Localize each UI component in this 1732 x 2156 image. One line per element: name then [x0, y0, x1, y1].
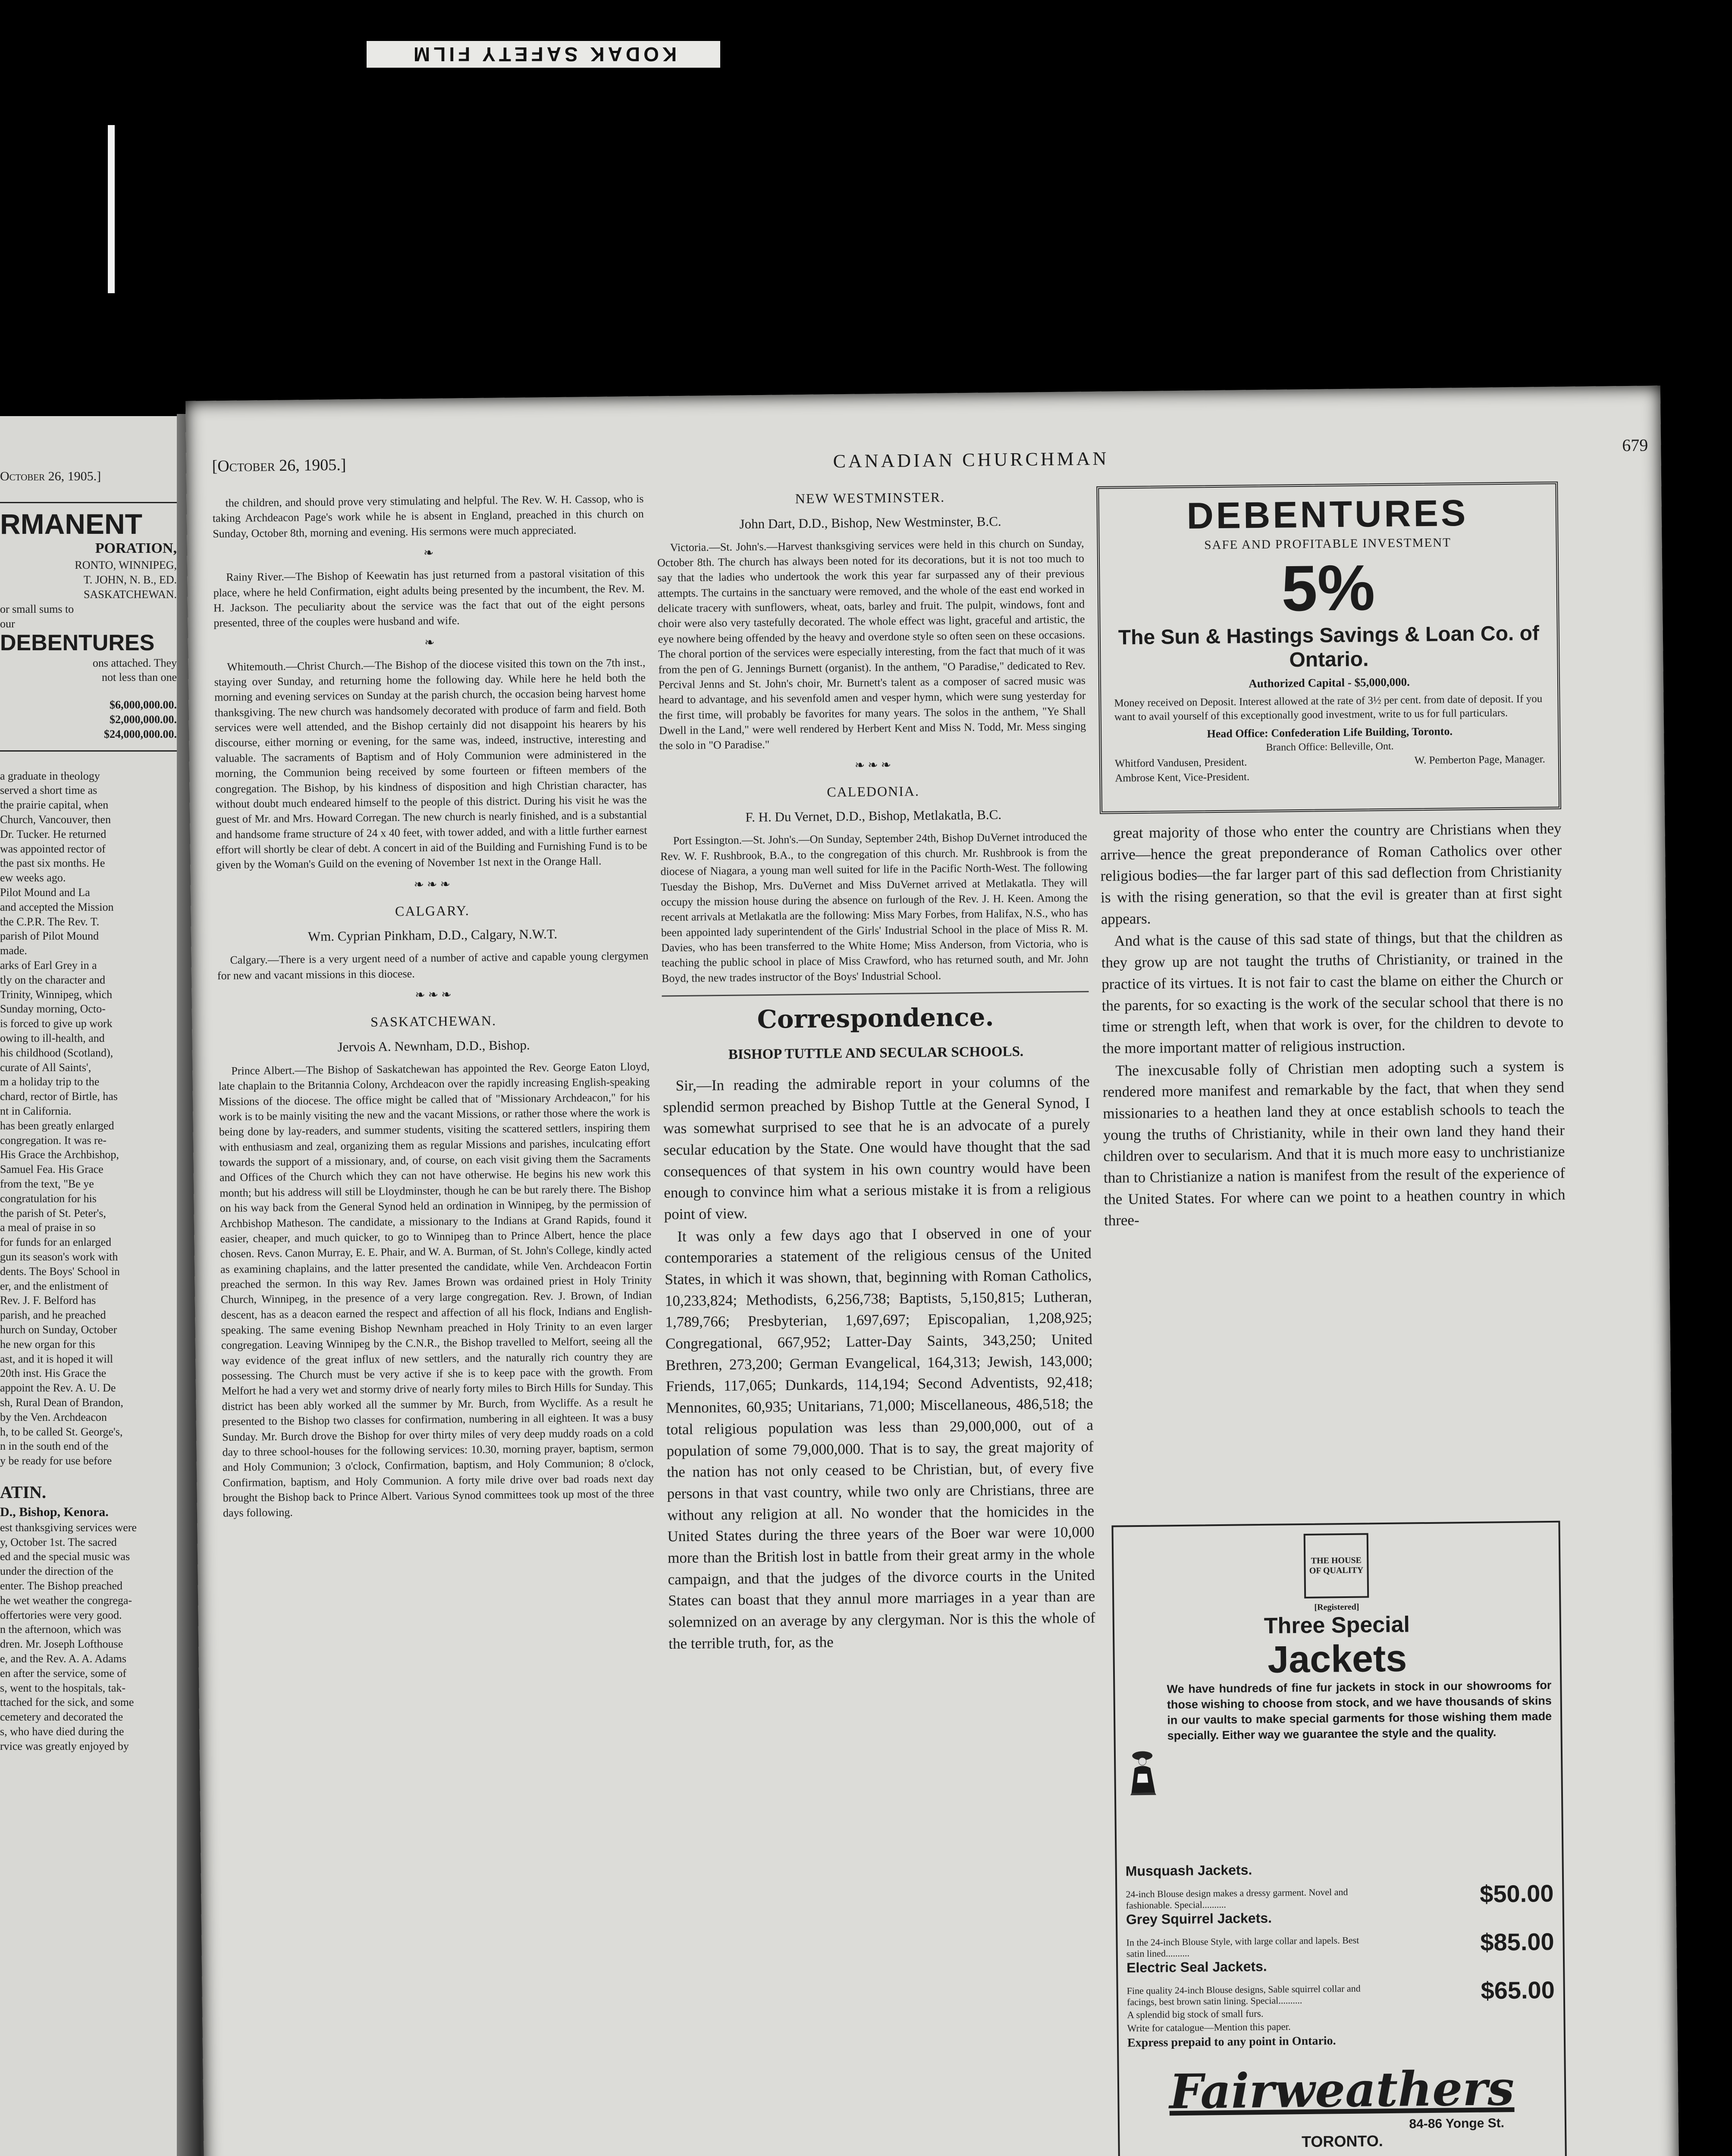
left-page-bishop: D., Bishop, Kenora. [0, 1504, 109, 1519]
debentures-company: The Sun & Hastings Savings & Loan Co. of Ontario. [1118, 622, 1540, 671]
masthead-title: CANADIAN CHURCHMAN [833, 448, 1109, 472]
jackets-advert [1111, 1521, 1567, 2156]
jackets-note: A splendid big stock of small furs. [1127, 2008, 1264, 2021]
left-advert-debentures: DEBENTURES [0, 630, 155, 656]
left-advert-figure: $6,000,000.00. [110, 699, 177, 711]
left-facing-page [0, 416, 177, 2156]
left-page-line: Dr. Tucker. He returned [0, 827, 107, 840]
debentures-rate: 5% [1281, 551, 1375, 625]
left-page-line: h, to be called St. George's, [0, 1425, 123, 1438]
left-page-line: sh, Rural Dean of Brandon, [0, 1396, 123, 1409]
left-page-line: ttached for the sick, and some [0, 1696, 134, 1709]
left-page-line: y, October 1st. The sacred [0, 1536, 117, 1548]
left-page-line: en after the service, some of [0, 1667, 127, 1680]
paragraph: Sir,—In reading the admirable report in your columns of the splendid sermon preached by Bishop Tuttle at the General Synod, I was somewhat surprised to see that he is an advocate of a purely secular education by the State. One would have thought that the sad consequences of that system in his own country would have been enough to convince him what a serious mistake it is from a religious point of view. [663, 1072, 1091, 1223]
left-page-line: s, who have died during the [0, 1725, 124, 1738]
running-head [212, 435, 1648, 483]
left-page-line: Trinity, Winnipeg, which [0, 988, 113, 1001]
ornament-icon: ❧ ❧ ❧ [415, 988, 452, 1002]
house-of-quality-sign-icon: THE HOUSE OF QUALITY [1304, 1533, 1369, 1598]
left-page-line: s, went to the hospitals, tak- [0, 1681, 126, 1694]
jackets-title-1: Three Special [1264, 1612, 1410, 1639]
left-page-line: the prairie capital, when [0, 799, 109, 812]
paragraph: great majority of those who enter the country are Christians when they arrive—hence the great preponderance of Roman Catholics over other religious bodies—the far larger part of this sad deflection from Christianity is with the rising generation, so that the evil is greater than at first sight appears. [1100, 820, 1563, 928]
left-advert-line: our [0, 617, 15, 630]
left-page-line: e, and the Rev. A. A. Adams [0, 1652, 126, 1665]
column-2 [656, 486, 1095, 1655]
jackets-description: We have hundreds of fine fur jackets in stock in our showrooms for those wishing to choose from stock, and we have thousands of skins in our vaults to make special garments for those wishing them made specially. Either way we guarantee the style and the quality. [1167, 1678, 1552, 1742]
paragraph: And what is the cause of this sad state of things, but that the children as they grow up are not taught the truths of Christianity, or trained in the practice of its virtues. It is not fair to cast the blame on either the Church or the parents, for so exacting is the work of the secular school that there is no time or strength left, when that work is over, for the children to devote to the more important matter of religious instruction. [1101, 928, 1564, 1057]
fairweathers-logo: Fairweathers [1169, 2060, 1515, 2120]
jacket-name: Grey Squirrel Jackets. [1126, 1910, 1272, 1927]
left-page-line: by the Ven. Archdeacon [0, 1410, 107, 1423]
left-page-line: Church, Vancouver, then [0, 813, 111, 826]
ornament-icon: ❧ [423, 546, 434, 560]
left-page-line: y be ready for use before [0, 1454, 112, 1467]
left-page-line: cemetery and decorated the [0, 1711, 123, 1724]
correspondence-heading: Correspondence. [662, 991, 1089, 1037]
left-page-heading: ATIN. [0, 1482, 47, 1502]
left-page-line: he new organ for this [0, 1338, 95, 1351]
left-page-line: Rev. J. F. Belford has [0, 1294, 96, 1307]
film-marker-top [108, 125, 115, 293]
registered-mark: [Registered] [1314, 1602, 1359, 1612]
letter-headline: BISHOP TUTTLE AND SECULAR SCHOOLS. [728, 1044, 1024, 1062]
bishop-line-new-westminster: John Dart, D.D., Bishop, New Westminster, B.C. [739, 513, 1001, 532]
left-page-line: His Grace the Archbishop, [0, 1148, 119, 1161]
left-page-line: for funds for an enlarged [0, 1236, 111, 1249]
left-page-line: a graduate in theology [0, 769, 100, 782]
left-page-line: Sunday morning, Octo- [0, 1003, 106, 1015]
left-page-line: appoint the Rev. A. U. De [0, 1382, 116, 1395]
left-page-line: Samuel Fea. His Grace [0, 1163, 104, 1176]
manager: W. Pemberton Page, Manager. [1414, 753, 1546, 766]
left-advert-line: ons attached. They [92, 656, 177, 669]
left-page-line: the parish of St. Peter's, [0, 1206, 106, 1219]
left-page-line: m a holiday trip to the [0, 1075, 100, 1088]
column-3 [1096, 482, 1566, 1232]
bishop-line-saskatchewan: Jervois A. Newnham, D.D., Bishop. [337, 1037, 530, 1055]
left-page-line: he wet weather the congrega- [0, 1594, 132, 1607]
section-heading-new-westminster: NEW WESTMINSTER. [795, 489, 945, 507]
jacket-item [1126, 1955, 1555, 2008]
jacket-price: $50.00 [1479, 1879, 1554, 1908]
left-page-line: under the direction of the [0, 1565, 113, 1578]
jacket-item [1126, 1859, 1554, 1912]
left-page-line: rvice was greatly enjoyed by [0, 1739, 129, 1752]
left-page-line: made. [0, 944, 27, 957]
jacket-price: $85.00 [1480, 1927, 1554, 1956]
paragraph: The inexcusable folly of Christian men adopting such a system is rendered more manifest and remarkable by the fact, that when they send missionaries to a heathen land they at once establish schools to teach the young the truths of Christianity, while in their own land they hand their children over to secularism. And that it is much more easy to unchristianize than to Christianize a nation is manifest from the result of the experience of the United States. For where can we point to a heathen country in which three- [1102, 1057, 1566, 1229]
left-advert-figure: $24,000,000.00. [104, 727, 177, 740]
jacket-desc: 24-inch Blouse design makes a dressy garment. Novel and fashionable. Special.......... [1126, 1886, 1348, 1911]
left-page-line: and accepted the Mission [0, 900, 114, 913]
section-heading-calgary: CALGARY. [395, 902, 470, 919]
left-page-line: ew weeks ago. [0, 871, 66, 884]
jacket-price: $65.00 [1481, 1976, 1555, 2004]
film-edge-print: KODAK SAFETY FILM [367, 41, 720, 68]
head-office: Head Office: Confederation Life Building, Toronto. [1207, 724, 1453, 740]
section-heading-caledonia: CALEDONIA. [827, 783, 920, 800]
left-page-line: the C.P.R. The Rev. T. [0, 915, 100, 928]
jackets-note: Write for catalogue—Mention this paper. [1127, 2021, 1291, 2034]
paragraph: Rainy River.—The Bishop of Keewatin has just returned from a pastoral visitation of this place, where he held Confirmation, eight adults being presented by the incumbent, the Rev. M. H. Jackson. The peculiarity about the service was the fact that out of the eight persons presented, three of the couples were husband and wife. [213, 567, 645, 630]
paragraph: Prince Albert.—The Bishop of Saskatchewan has appointed the Rev. George Eaton Lloyd, late chaplain to the Britannia Colony, Archdeacon over the rapidly increasing English-speaking Missions of the diocese. The office might be called that of "Missionary Archdeacon," for his work is to be mainly visiting the new and the vacant Missions, or rather those where the work is being done by lay-readers, and summer students, visiting the scattered settlers, inspiring them with enthusiasm and zeal, organizing them as regular Missions and parishes, inculcating effort towards the support of a missionary, and, of course, on each visit giving them the Sacraments and Offices of the Church which they can not have otherwise. He begins his new work this month; but his address will still be Lloydminster, though he can be but rarely there. The Bishop on his way back from the General Synod held an ordination in Winnipeg, by the permission of Archbishop Matheson. The candidate, a missionary to the Indians at Grand Rapids, found it easier, cheaper, and much quicker, to go to Winnipeg than to Prince Albert, hence the place chosen. Revs. Canon Murray, E. E. Phair, and W. A. Burman, of St. John's College, kindly acted as examining chaplains, and the latter presented the candidate, while Ven. Archdeacon Fortin preached the sermon. In this way Rev. James Brown was ordained priest in Holy Trinity Church, Winnipeg, in the presence of a very large congregation. Rev. J. Brown, of Indian descent, has as a deacon earned the respect and affection of all his flock, Indians and English-speaking. The same evening Bishop Newnham preached in Holy Trinity to an even larger congregation. Leaving Winnipeg by the C.N.R., the Bishop travelled to Melfort, seeing all the way evidence of the great influx of new settlers, and the naturally rich country they are possessing. The Church must be very active if she is to keep pace with the growth. From Melfort he had a very wet and stormy drive of nearly forty miles to Birch Hills for Sunday. This district has been ably worked all the summer by Mr. Burch, from Wycliffe. As a result he presented to the Bishop two classes for confirmation, numbering in all eighteen. It was a busy Sunday. Mr. Burch drove the Bishop for over thirty miles of very deep muddy roads on a cold day to three school-houses for the following services: 10.30, morning prayer, baptism, sermon and Holy Communion; 3 o'clock, Confirmation, baptism, and Holy Communion; 8 o'clock, Confirmation, baptism, and Holy Communion. A forty mile drive over bad roads next day brought the Bishop back to Prince Albert. Various Synod committees took up most of the three days following. [218, 1060, 654, 1520]
vice-president: Ambrose Kent, Vice-President. [1115, 771, 1250, 784]
jacket-name: Electric Seal Jackets. [1126, 1958, 1267, 1976]
left-page-line: dren. Mr. Joseph Lofthouse [0, 1638, 123, 1651]
debentures-title: DEBENTURES [1186, 492, 1468, 537]
left-advert-line: or small sums to [0, 602, 74, 615]
jacket-desc: In the 24-inch Blouse Style, with large collar and lapels. Best satin lined.......... [1126, 1934, 1359, 1959]
left-advert-line: T. JOHN, N. B., ED. [83, 573, 177, 586]
ornament-icon: ❧ ❧ ❧ [414, 877, 451, 892]
left-page-text-2 [0, 1520, 177, 1754]
issue-date: [October 26, 1905.] [212, 456, 346, 476]
left-advert-line: RONTO, WINNIPEG, [75, 559, 177, 572]
debentures-advert: DEBENTURES SAFE AND PROFITABLE INVESTMENT 5% The Sun & Hastings Savings & Loan Co. of Ontario. Authorized Capital - $5,000,000. Money received on Deposit. Interest allowed at the rate of 3½ per cent. from date of deposit. If you want to avail yourself of this exceptionally good investment, write to us for full particulars. Head Office: Confederation Life Building, Toronto. Branch Office: Belleville, Ont. Whitford Vandusen, President. W. Pemberton Page, Manager. Ambrose Kent, Vice-President. [1096, 482, 1561, 814]
left-page-line: curate of All Saints', [0, 1061, 91, 1074]
capital-label: Authorized Capital [1249, 676, 1345, 690]
left-page-line: congregation. It was re- [0, 1134, 107, 1147]
debentures-subtitle: SAFE AND PROFITABLE INVESTMENT [1204, 536, 1452, 552]
left-page-line: n in the south end of the [0, 1440, 109, 1453]
left-page-line: tly on the character and [0, 973, 105, 986]
column-1 [212, 491, 654, 1522]
left-page-line: parish of Pilot Mound [0, 930, 99, 943]
left-page-line: served a short time as [0, 784, 97, 797]
left-page-header: October 26, 1905.] [0, 469, 101, 483]
left-page-line: congratulation for his [0, 1192, 97, 1205]
paragraph: It was only a few days ago that I observed in one of your contemporaries a statement of the religious census of the United States, in which it was shown, that, beginning with Roman Catholics, 10,233,824; Methodists, 6,256,738; Baptists, 5,150,815; Lutheran, 1,789,766; Presbyterian, 1,697,697; Episcopalian, 1,208,925; Congregational, 667,952; Latter-Day Saints, 343,250; United Brethren, 273,200; German Evangelical, 164,313; Jewish, 143,000; Friends, 117,065; Dunkards, 114,194; Second Adventists, 92,418; Mennonites, 60,935; Unitarians, 71,000; Miscellaneous, 486,518; the total religious population was less than 29,000,000, out of a population of some 79,000,000. That is to say, the great majority of the nation has not only ceased to be Christian, but, of every five persons in that vast country, while two only are Christians, three are without any religion at all. No wonder that the homicides in the United States during the three years of the Boer war were 10,000 more than the British lost in battle from their great army in the whole campaign, and that the judges of the divorce courts in the United States can boast that they annul more marriages in a year than are solemnized on an average by any clergyman. Nor is this the whole of the terrible truth, for, as the [664, 1223, 1095, 1652]
left-page-line: his childhood (Scotland), [0, 1046, 113, 1059]
paragraph: Port Essington.—St. John's.—On Sunday, September 24th, Bishop DuVernet introduced the Rev. W. F. Rushbrook, B.A., to the congregation of this church. Mr. Rushbrook is from the diocese of Niagara, a young man well suited for life in the Pacific North-West. The following Tuesday the Bishop, Mrs. DuVernet and Miss DuVernet arrived at Metlakatla. They will occupy the mission house during the absence on furlough of the Rev. J. H. Keen. Among the recent arrivals at Metlakatla are the following: Miss Mary Forbes, from Halifax, N.S., who has been appointed lady superintendent of the Girls' Industrial School in the place of Miss R. M. Davies, who has been transferred to the White Home; Miss Anderson, from Victoria, who is teaching the public school in place of Miss Crawford, who has returned south, and Mr. John Boyd, the new trades instructor of the Boys' Industrial School. [660, 830, 1089, 985]
paragraph: Calgary.—There is a very urgent need of a number of active and capable young clergymen for new and vacant missions in this diocese. [217, 950, 649, 982]
jacket-name: Musquash Jackets. [1125, 1862, 1252, 1879]
left-page-line: was appointed rector of [0, 842, 106, 855]
left-page-advert [0, 502, 177, 752]
store-address: 84-86 Yonge St. [1409, 2115, 1505, 2131]
left-page-line: dents. The Boys' School in [0, 1265, 120, 1278]
ornament-icon: ❧ ❧ ❧ [854, 758, 891, 772]
paragraph: Victoria.—St. John's.—Harvest thanksgiving services were held in this church on Sunday, October 8th. The church has always been noted for its decorations, but it is not too much to say that the ladies who undertook the work this year far surpassed any of their previous attempts. The curtains in the sanctuary were removed, and the whole of the east end worked in delicate tracery with sunflowers, wheat, oats, barley and fruit. The pulpit, windows, font and choir were also very tastefully decorated. The whole effect was light, graceful and artistic, the eye nowhere being offended by the heavy and overdone style so often seen on these occasions. The choral portion of the services were especially interesting, from the fact that much of it was from the pen of G. Jennings Burnett (organist). In the anthem, "O Paradise," dedicated to Rev. Percival Jenns and St. John's choir, Mr. Burnett's talent as a composer of sacred music was heard to advantage, and his sevenfold amen and vesper hymn, which were sung yesterday for the first time, will probably be favorites for many years. The solos in the anthem, "Ye Shall Dwell in the Land," were well rendered by Herbert Kent and Miss N. Todd, Mr. Mess singing the solo in "O Paradise." [657, 536, 1086, 752]
left-advert-title: RMANENT [0, 508, 142, 540]
left-advert-figure: $2,000,000.00. [110, 713, 177, 726]
jackets-note: Express prepaid to any point in Ontario. [1127, 2034, 1336, 2050]
paragraph: the children, and should prove very stimulating and helpful. The Rev. W. H. Cassop, who is taking Archdeacon Page's work while he is absent in England, preached in this church on Sunday, October 8th, morning and evening. His sermons were much appreciated. [212, 492, 644, 540]
left-page-line: has been greatly enlarged [0, 1119, 114, 1132]
bishop-line-calgary: Wm. Cyprian Pinkham, D.D., Calgary, N.W.T. [307, 926, 558, 944]
left-page-line: owing to ill-health, and [0, 1031, 105, 1044]
left-page-line: the past six months. He [0, 857, 105, 870]
left-page-line: nt in California. [0, 1104, 72, 1117]
section-heading-saskatchewan: SASKATCHEWAN. [370, 1012, 497, 1030]
newspaper-page [185, 385, 1680, 2156]
left-page-line: er, and the enlistment of [0, 1279, 108, 1292]
left-page-line: from the text, "Be ye [0, 1177, 94, 1190]
page-number: 679 [1622, 435, 1648, 455]
left-page-line: a meal of praise in so [0, 1221, 96, 1234]
left-page-line: gun its season's work with [0, 1250, 118, 1263]
jacket-item [1126, 1907, 1554, 1960]
branch-office: Branch Office: Belleville, Ont. [1266, 740, 1394, 753]
left-page-line: n the afternoon, which was [0, 1623, 121, 1636]
ornament-icon: ❧ [424, 636, 435, 649]
left-page-line: est thanksgiving services were [0, 1521, 137, 1534]
left-advert-line: SASKATCHEWAN. [84, 588, 177, 601]
left-page-line: chard, rector of Birtle, has [0, 1090, 118, 1103]
left-page-line: 20th inst. His Grace the [0, 1367, 107, 1380]
left-page-line: ast, and it is hoped it will [0, 1352, 113, 1365]
jacket-desc: Fine quality 24-inch Blouse designs, Sable squirrel collar and facings, best brown satin lining. Special.......... [1126, 1983, 1361, 2008]
left-advert-title2: PORATION, [95, 540, 177, 557]
president: Whitford Vandusen, President. [1114, 756, 1247, 769]
left-page-line: parish, and he preached [0, 1309, 106, 1322]
left-page-line: arks of Earl Grey in a [0, 959, 97, 971]
bishop-line-caledonia: F. H. Du Vernet, D.D., Bishop, Metlakatla, B.C. [745, 807, 1002, 825]
debentures-body: Money received on Deposit. Interest allowed at the rate of 3½ per cent. from date of deposit. If you want to avail yourself of this exceptionally good investment, write to us for full particulars. [1114, 693, 1543, 723]
left-advert-line: not less than one [101, 671, 177, 684]
left-page-line: enter. The Bishop preached [0, 1579, 122, 1592]
left-page-line: ed and the special music was [0, 1550, 130, 1563]
left-page-line: hurch on Sunday, October [0, 1323, 117, 1336]
left-page-line: Pilot Mound and La [0, 886, 90, 899]
store-city: TORONTO. [1301, 2131, 1383, 2150]
paragraph: Whitemouth.—Christ Church.—The Bishop of the diocese visited this town on the 7th inst., staying over Sunday, and returning home the following day. While here he held both the morning and evening services on Sunday at the parish church, the occasion being harvest home thanksgiving. The new church was handsomely decorated with produce of farm and field. Both services were well attended, and the Bishop certainly did not disappoint his hearers by his discourse, either morning or evening, for the same was, indeed, instructive, interesting and valuable. The sacraments of Baptism and of Holy Communion were administered in the morning, the Communion being received by some fourteen or fifteen members of the congregation. The Bishop, by his kindness of disposition and high Christian character, has without doubt much endeared himself to the people of this district. During his visit he was the guest of Mr. and Mrs. Howard Corregan. The new church is nearly finished, and is a substantial and handsome frame structure of 24 x 40 feet, with tower added, and with a little further earnest effort will shortly be clear of debt. A concert in aid of the Building and Furnishing Fund is to be given by the Woman's Guild on the evening of November 1st next in the Orange Hall. [214, 656, 647, 871]
capital-value: $5,000,000. [1354, 675, 1410, 689]
left-page-text [0, 769, 177, 1468]
jackets-title-2: Jackets [1267, 1636, 1407, 1681]
left-page-line: is forced to give up work [0, 1017, 113, 1030]
woman-in-fur-jacket-illustration [1123, 1682, 1162, 1863]
left-page-line: offertories were very good. [0, 1608, 122, 1621]
